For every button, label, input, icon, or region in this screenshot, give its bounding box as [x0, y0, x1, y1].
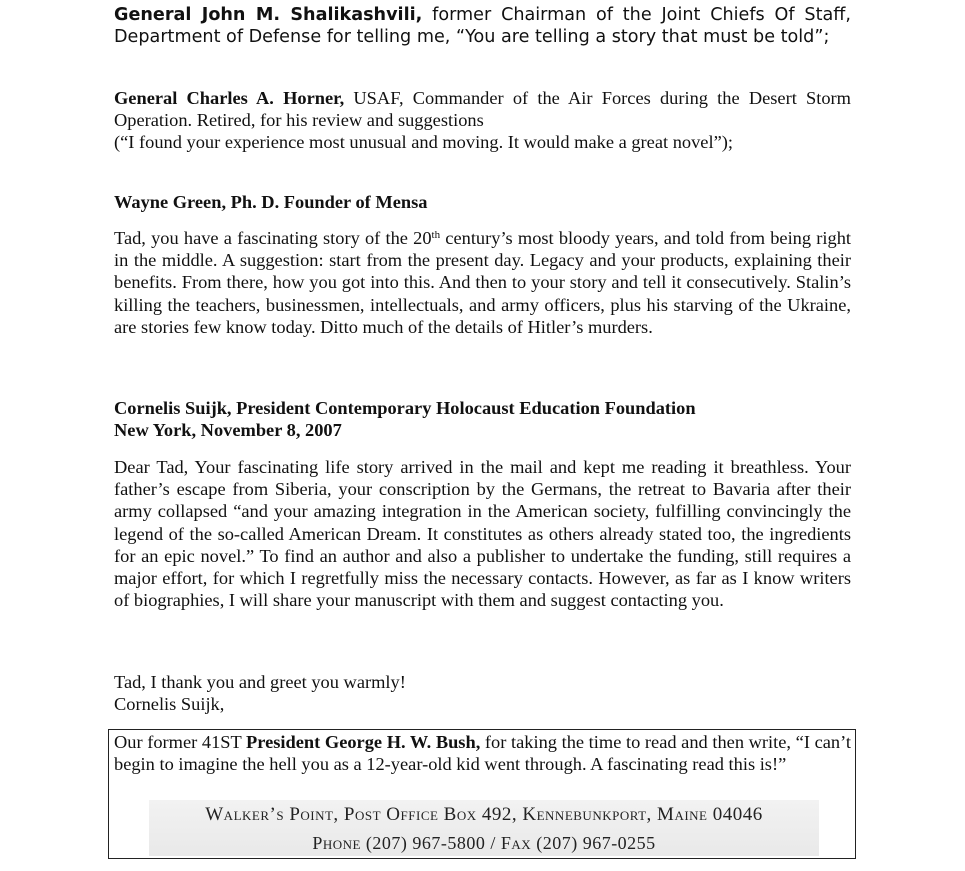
bush-name: President George H. W. Bush, — [246, 732, 481, 752]
letterhead-address: Walker’s Point, Post Office Box 492, Kennebunkport, Maine 04046 — [205, 804, 763, 825]
green-quote — [114, 227, 851, 338]
horner-name: General Charles A. Horner, — [114, 88, 345, 108]
shalikashvili-text: former Chairman of the Joint Chiefs Of Staff, Department of Defense for telling me, “You are telling a story that must be told”; — [114, 5, 851, 48]
horner-quote: (“I found your experience most unusual and moving. It would make a great novel”); — [114, 132, 733, 153]
green-heading: Wayne Green, Ph. D. Founder of Mensa — [114, 192, 428, 212]
bush-prefix: Our former 41ST — [114, 732, 247, 752]
horner-line — [114, 87, 851, 131]
suijk-heading — [114, 397, 851, 441]
green-quote-start: Tad, you have a fascinating story of the 20 — [114, 228, 432, 248]
suijk-heading-line1: Cornelis Suijk, President Contemporary Holocaust Education Foundation — [114, 398, 696, 418]
suijk-closing-line2: Cornelis Suijk, — [114, 694, 225, 715]
suijk-letter: Dear Tad, Your fascinating life story arrived in the mail and kept me reading it breathless. Your father’s escape from Siberia, your conscription by the Germans, the retreat to Bavaria after their army collapsed “and your amazing integration in the American society, fulfilling convincingly the legend of the so-called American Dream. It constitutes as others already stated too, the ingredients for an epic novel.” To find an author and also a publisher to undertake the funding, still requires a major effort, for which I regretfully miss the necessary contacts. However, as far as I know writers of biographies, I will share your manuscript with them and suggest contacting you. — [114, 457, 851, 611]
suijk-heading-line2: New York, November 8, 2007 — [114, 420, 342, 441]
horner-paragraph — [114, 87, 851, 154]
suijk-closing-line1: Tad, I thank you and greet you warmly! — [114, 672, 406, 692]
bush-box — [108, 729, 856, 859]
bush-letterhead — [149, 800, 819, 856]
green-quote-superscript: th — [431, 229, 441, 241]
letterhead-phone-fax: Phone (207) 967-5800 / Fax (207) 967-0255 — [312, 833, 656, 853]
shalikashvili-paragraph — [114, 4, 851, 48]
suijk-closing — [114, 671, 851, 715]
horner-text: USAF, Commander of the Air Forces during the Desert Storm Operation. Retired, for his review and suggestions — [114, 88, 851, 131]
bush-paragraph — [114, 731, 851, 775]
green-quote-rest: century’s most bloody years, and told from being right in the middle. A suggestion: start from the present day. Legacy and your products, explaining their benefits. From there, how you got into this. And then to your story and tell it consecutively. Stalin’s killing the teachers, businessmen, intellectuals, and army officers, plus his starving of the Ukraine, are stories few know today. Ditto much of the details of Hitler’s murders. — [114, 228, 851, 337]
bush-text: for taking the time to read and then write, “I can’t begin to imagine the hell you as a 12-year-old kid went through. A fascinating read this is!” — [114, 732, 851, 775]
shalikashvili-name: General John M. Shalikashvili, — [114, 5, 423, 25]
